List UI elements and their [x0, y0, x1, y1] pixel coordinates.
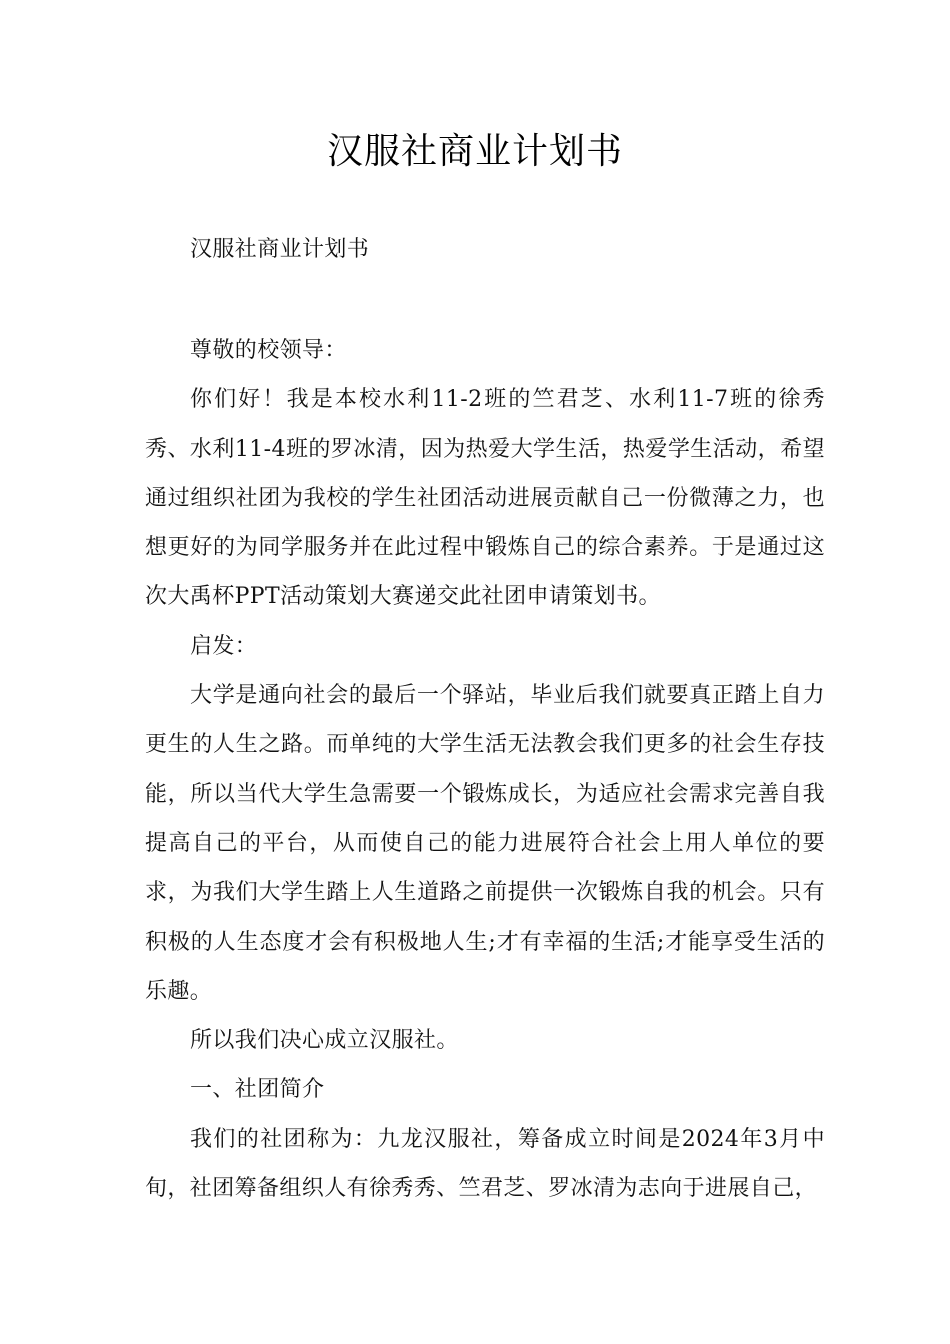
- document-body: [145, 326, 825, 1213]
- subtitle-text: 汉服社商业计划书: [190, 237, 370, 262]
- salutation: 尊敬的校领导：: [190, 338, 347, 363]
- document-subtitle: [145, 225, 825, 274]
- decision-paragraph: 所以我们决心成立汉服社。: [190, 1028, 459, 1054]
- document-title: 汉服社商业计划书: [326, 131, 623, 172]
- inspiration-paragraph: 大学是通向社会的最后一个驿站，毕业后我们就要真正踏上自力更生的人生之路。而单纯的大学生活无法教会我们更多的社会生存技能，所以当代大学生急需要一个锻炼成长，为适应社会需求完善自我提高自己的平台，从而使自己的能力进展符合社会上用人单位的要求，为我们大学生踏上人生道路之前提供一次锻炼自我的机会。只有积极的人生态度才会有积极地人生;才有幸福的生活;才能享受生活的乐趣。: [145, 683, 825, 1004]
- club-intro-paragraph: 我们的社团称为：九龙汉服社，筹备成立时间是2024年3月中旬，社团筹备组织人有徐秀秀、竺君芝、罗冰清为志向于进展自己，: [145, 1126, 825, 1202]
- section-heading-club-intro: 一、社团简介: [190, 1077, 325, 1103]
- inspiration-heading: 启发：: [190, 633, 258, 659]
- intro-paragraph: 你们好！我是本校水利11-2班的竺君芝、水利11-7班的徐秀秀、水利11-4班的罗冰清，因为热爱大学生活，热爱学生活动，希望通过组织社团为我校的学生社团活动进展贡献自己一份微薄之力，也想更好的为同学服务并在此过程中锻炼自己的综合素养。于是通过这次大禹杯PPT活动策划大赛递交此社团申请策划书。: [145, 387, 825, 610]
